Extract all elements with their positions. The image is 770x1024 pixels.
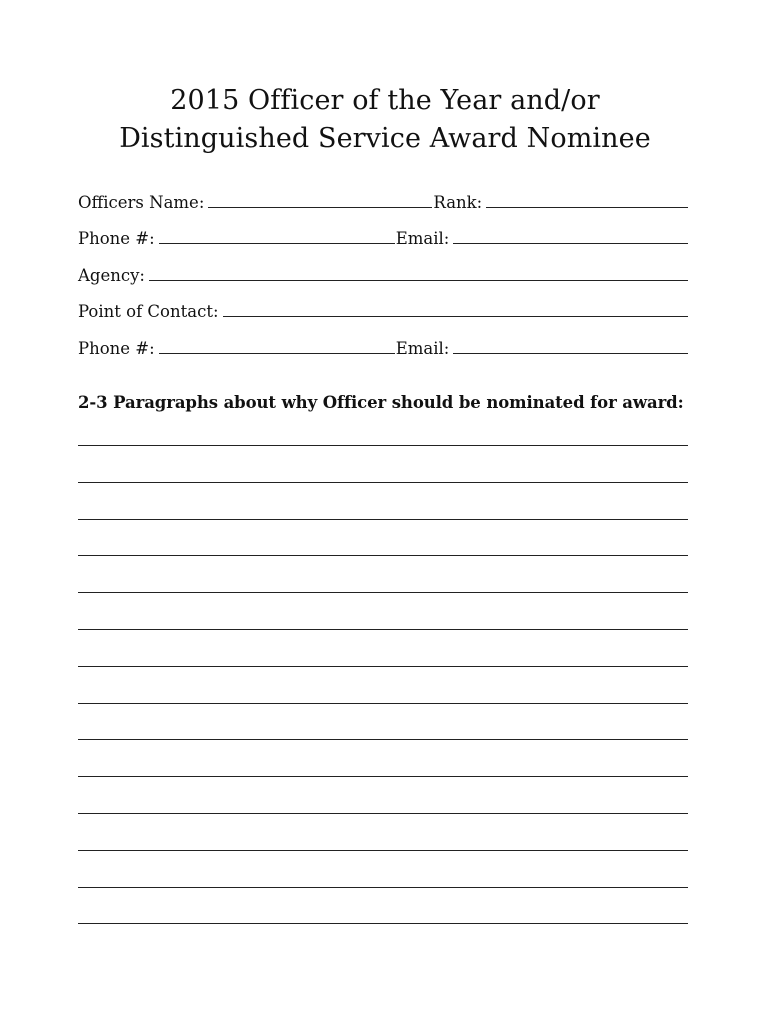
writing-line[interactable] <box>78 703 688 704</box>
writing-line[interactable] <box>78 555 688 556</box>
writing-line[interactable] <box>78 887 688 888</box>
point-of-contact-label: Point of Contact: <box>78 302 219 321</box>
contact-phone-label: Phone #: <box>78 338 155 358</box>
writing-line[interactable] <box>78 776 688 777</box>
writing-line[interactable] <box>78 592 688 593</box>
writing-line[interactable] <box>78 666 688 667</box>
agency-label: Agency: <box>78 265 145 285</box>
writing-line[interactable] <box>78 850 688 851</box>
title-line-2: Distinguished Service Award Nominee <box>119 123 651 154</box>
writing-line[interactable] <box>78 813 688 814</box>
officer-phone-email-row <box>78 213 688 250</box>
contact-phone-email-row <box>78 322 688 359</box>
agency-blank[interactable] <box>149 280 688 281</box>
writing-line[interactable] <box>78 739 688 740</box>
officers-name-blank[interactable] <box>208 207 432 208</box>
email-blank[interactable] <box>453 243 688 244</box>
officer-name-rank-row <box>78 176 688 213</box>
point-of-contact-row <box>78 286 688 323</box>
contact-phone-blank[interactable] <box>159 353 395 354</box>
nominee-fields <box>78 176 688 359</box>
rank-blank[interactable] <box>486 207 688 208</box>
writing-line[interactable] <box>78 482 688 483</box>
phone-label: Phone #: <box>78 229 155 248</box>
contact-email-blank[interactable] <box>453 353 688 354</box>
writing-line[interactable] <box>78 445 688 446</box>
email-label: Email: <box>395 229 450 248</box>
rank-label: Rank: <box>433 192 483 212</box>
contact-email-label: Email: <box>395 338 450 358</box>
writing-line[interactable] <box>78 519 688 520</box>
agency-row <box>78 249 688 286</box>
paragraph-writing-area <box>78 445 688 960</box>
phone-blank[interactable] <box>159 243 395 244</box>
paragraphs-prompt: 2-3 Paragraphs about why Officer should be nominated for award: <box>78 393 684 412</box>
point-of-contact-blank[interactable] <box>223 316 688 317</box>
form-title <box>0 82 770 158</box>
writing-line[interactable] <box>78 629 688 630</box>
title-line-1: 2015 Officer of the Year and/or <box>170 85 600 116</box>
writing-line[interactable] <box>78 923 688 924</box>
officers-name-label: Officers Name: <box>78 192 205 212</box>
